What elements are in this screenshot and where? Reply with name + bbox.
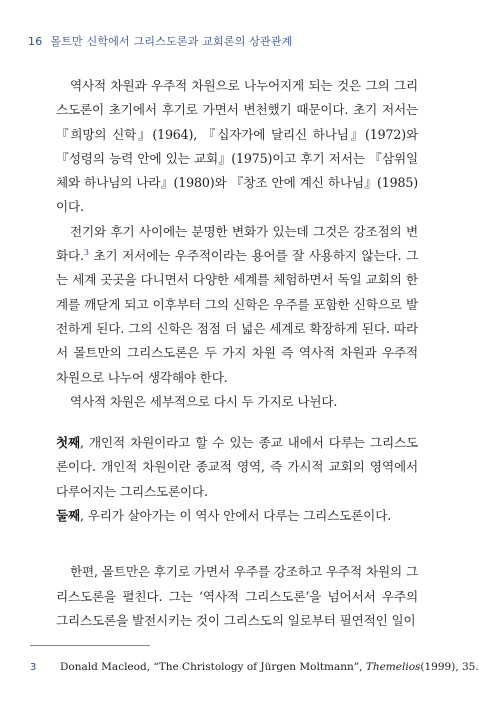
- footnote-text-end: (1999), 35.: [420, 661, 479, 673]
- running-title: 몰트만 신학에서 그리스도론과 교회론의 상관관계: [50, 35, 293, 48]
- paragraph-christology-stages: 역사적 차원과 우주적 차원으로 나누어지게 되는 것은 그의 그리스도론이 초기에서 후기로 가면서 변천했기 때문이다. 초기 저서는 『희망의 신학』(1964), 『십자가에 달리신 하나님』(1972)와 『성령의 능력 안에 있는 교회』(1975)이고 후기 저서는 『삼위일체와 하나님의 나라』(1980)와 『창조 안에 계신 하나님』(1985)이다.: [56, 78, 418, 215]
- paragraph-text: 전기와 후기 사이에는 분명한 변화가 있는데 그것은 강조점의 변화다.: [56, 223, 418, 264]
- footnote-text: Donald Macleod, “The Christology of Jürgen Moltmann”,: [60, 661, 366, 673]
- body-text: [56, 74, 418, 633]
- running-header: [28, 33, 450, 49]
- first-label: 첫째: [56, 435, 81, 451]
- paragraph-cosmic-christology: 한편, 몰트만은 후기로 가면서 우주를 강조하고 우주적 차원의 그리스도론을 펼친다. 그는 ‘역사적 그리스도론’을 넘어서서 우주의 그리스도론을 발전시키는 것이 그리스도의 일로부터 필연적인 일이: [56, 564, 418, 628]
- footnote-divider: [30, 645, 150, 646]
- paragraph-change-emphasis: [56, 220, 418, 390]
- paragraph-second-point: [56, 504, 418, 528]
- paragraph-historical-division: 역사적 차원은 세부적으로 다시 두 가지로 나뉜다.: [70, 393, 338, 409]
- page-number: 16: [28, 35, 43, 48]
- footnote-journal: Themelios: [365, 661, 421, 673]
- footnote: [30, 660, 479, 675]
- paragraph-spacer: [56, 528, 418, 560]
- first-text: , 개인적 차원이라고 할 수 있는 종교 내에서 다루는 그리스도론이다. 개인적 차원이란 종교적 영역, 즉 가시적 교회의 영역에서 다루어지는 그리스도론이다.: [56, 435, 418, 499]
- paragraph-first-point: [56, 431, 418, 504]
- paragraph-text: 초기 저서에는 우주적이라는 용어를 잘 사용하지 않는다. 그는 세계 곳곳을 다니면서 다양한 세계를 체험하면서 독일 교회의 한계를 깨닫게 되고 이후부터 그의 신학은 우주를 포함한 신학으로 발전하게 된다. 그의 신학은 점점 더 넓은 세계로 확장하게 된다. 따라서 몰트만의 그리스도론은 두 가지 차원 즉 역사적 차원과 우주적 차원으로 나누어 생각해야 한다.: [56, 248, 418, 385]
- paragraph-spacer: [56, 414, 418, 431]
- footnote-number: 3: [30, 662, 37, 673]
- second-label: 둘째: [56, 508, 81, 524]
- footnote-reference[interactable]: 3: [83, 247, 89, 257]
- second-text: , 우리가 살아가는 이 역사 안에서 다루는 그리스도론이다.: [80, 508, 392, 524]
